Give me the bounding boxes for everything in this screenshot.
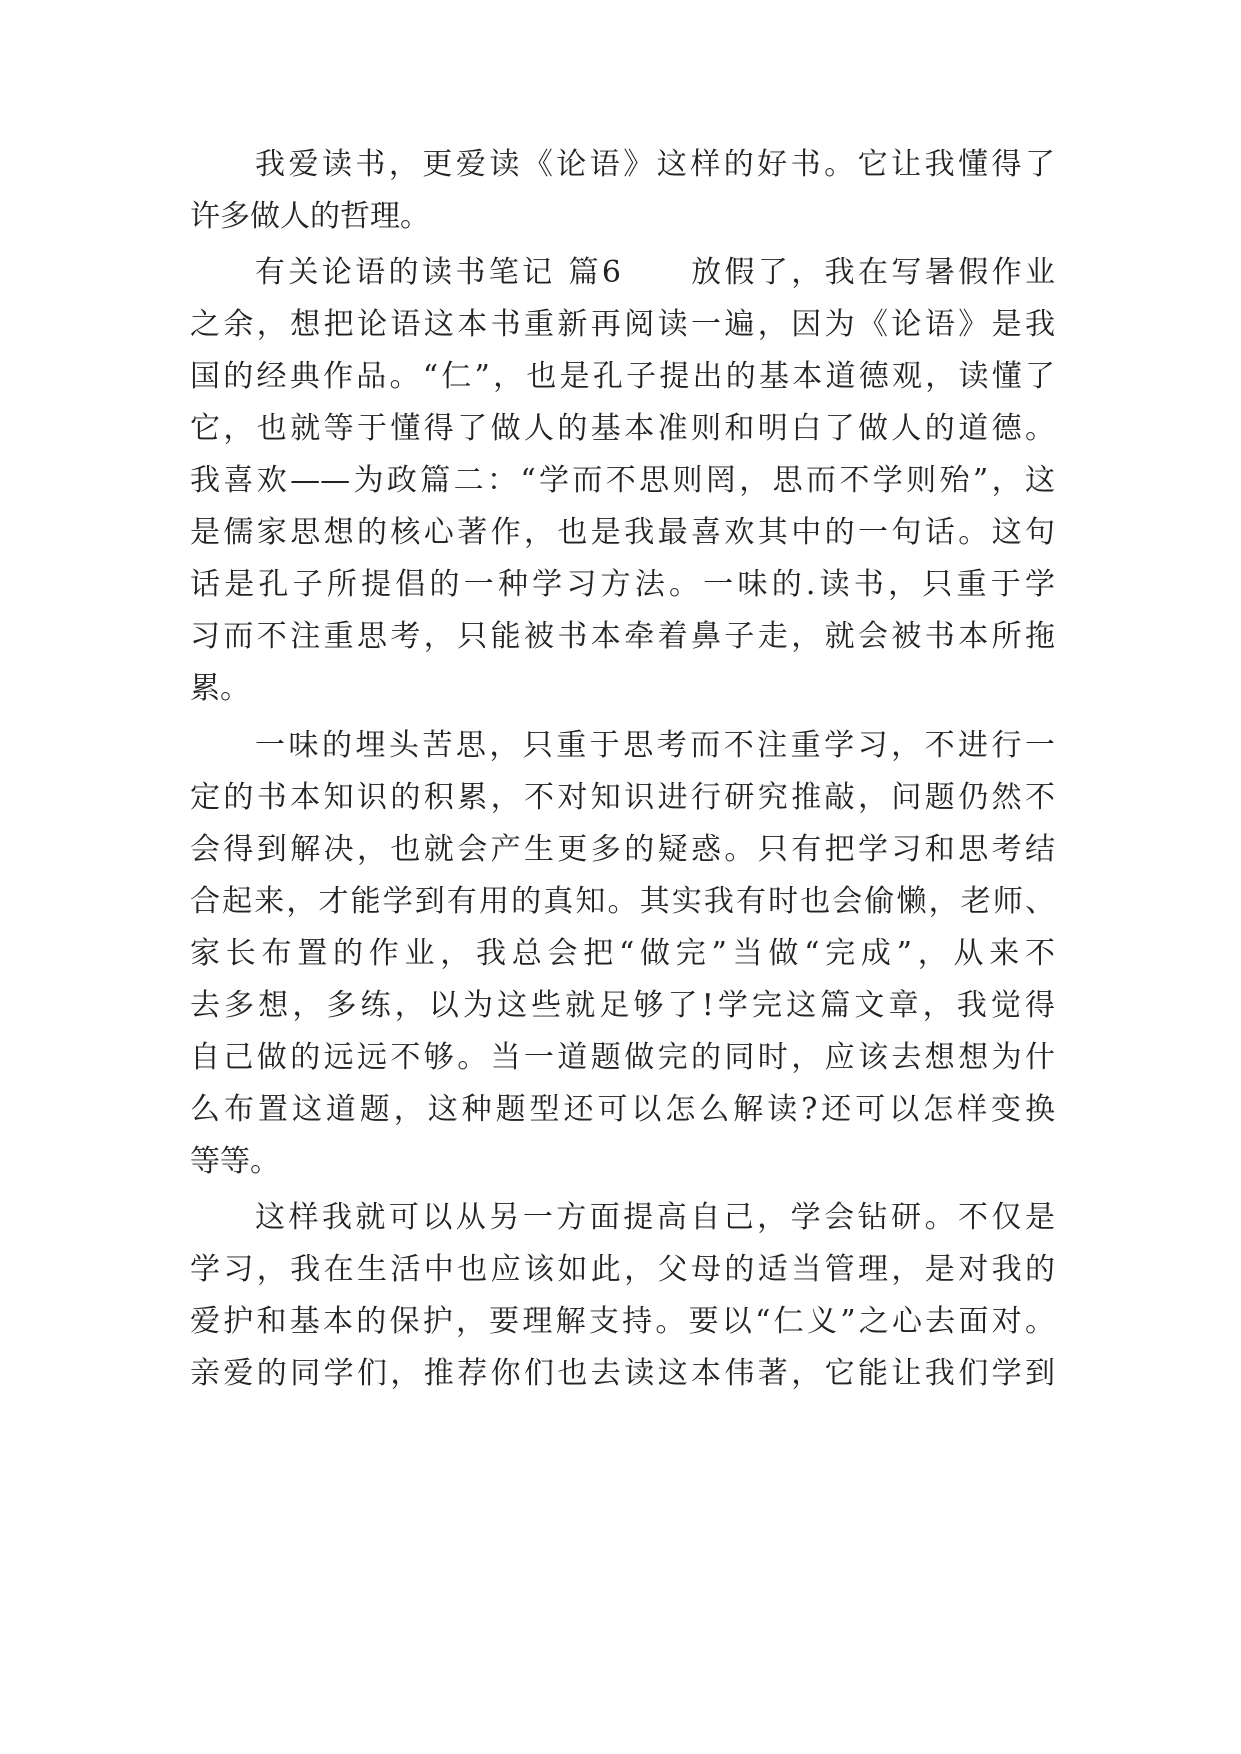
text-line: 我爱读书，更爱读《论语》这样的好书。它让我懂得了 bbox=[255, 147, 1055, 182]
text-line: 是儒家思想的核心著作，也是我最喜欢其中的一句话。这句 bbox=[190, 515, 1055, 550]
text-line: 亲爱的同学们，推荐你们也去读这本伟著，它能让我们学到 bbox=[190, 1356, 1055, 1391]
text-line: 家长布置的作业，我总会把“做完”当做“完成”，从来不 bbox=[190, 936, 1055, 971]
text-line: 许多做人的哲理。 bbox=[190, 199, 430, 234]
text-line: 自己做的远远不够。当一道题做完的同时，应该去想想为什 bbox=[190, 1040, 1055, 1075]
text-line: 爱护和基本的保护，要理解支持。要以“仁义”之心去面对。 bbox=[190, 1304, 1055, 1339]
text-line: 等等。 bbox=[190, 1144, 280, 1179]
text-line: 它，也就等于懂得了做人的基本准则和明白了做人的道德。 bbox=[190, 411, 1055, 446]
text-line: 累。 bbox=[190, 671, 250, 706]
text-line: 学习，我在生活中也应该如此，父母的适当管理，是对我的 bbox=[190, 1252, 1055, 1287]
text-line: 习而不注重思考，只能被书本牵着鼻子走，就会被书本所拖 bbox=[190, 619, 1055, 654]
text-line: 会得到解决，也就会产生更多的疑惑。只有把学习和思考结 bbox=[190, 832, 1055, 867]
text-line: 国的经典作品。“仁”，也是孔子提出的基本道德观，读懂了 bbox=[190, 359, 1055, 394]
text-line: 我喜欢——为政篇二：“学而不思则罔，思而不学则殆”，这 bbox=[190, 463, 1055, 498]
text-line: 定的书本知识的积累，不对知识进行研究推敲，问题仍然不 bbox=[190, 780, 1055, 815]
text-line: 一味的埋头苦思，只重于思考而不注重学习，不进行一 bbox=[255, 728, 1055, 763]
text-line: 这样我就可以从另一方面提高自己，学会钻研。不仅是 bbox=[255, 1200, 1055, 1235]
text-line: 话是孔子所提倡的一种学习方法。一味的.读书，只重于学 bbox=[190, 567, 1055, 602]
text-line: 去多想，多练，以为这些就足够了!学完这篇文章，我觉得 bbox=[190, 988, 1055, 1023]
text-line: 合起来，才能学到有用的真知。其实我有时也会偷懒，老师、 bbox=[190, 884, 1055, 919]
text-line: 么布置这道题，这种题型还可以怎么解读?还可以怎样变换 bbox=[190, 1092, 1055, 1127]
text-line: 之余，想把论语这本书重新再阅读一遍，因为《论语》是我 bbox=[190, 307, 1055, 342]
text-line: 有关论语的读书笔记 篇6 放假了，我在写暑假作业 bbox=[255, 255, 1055, 290]
